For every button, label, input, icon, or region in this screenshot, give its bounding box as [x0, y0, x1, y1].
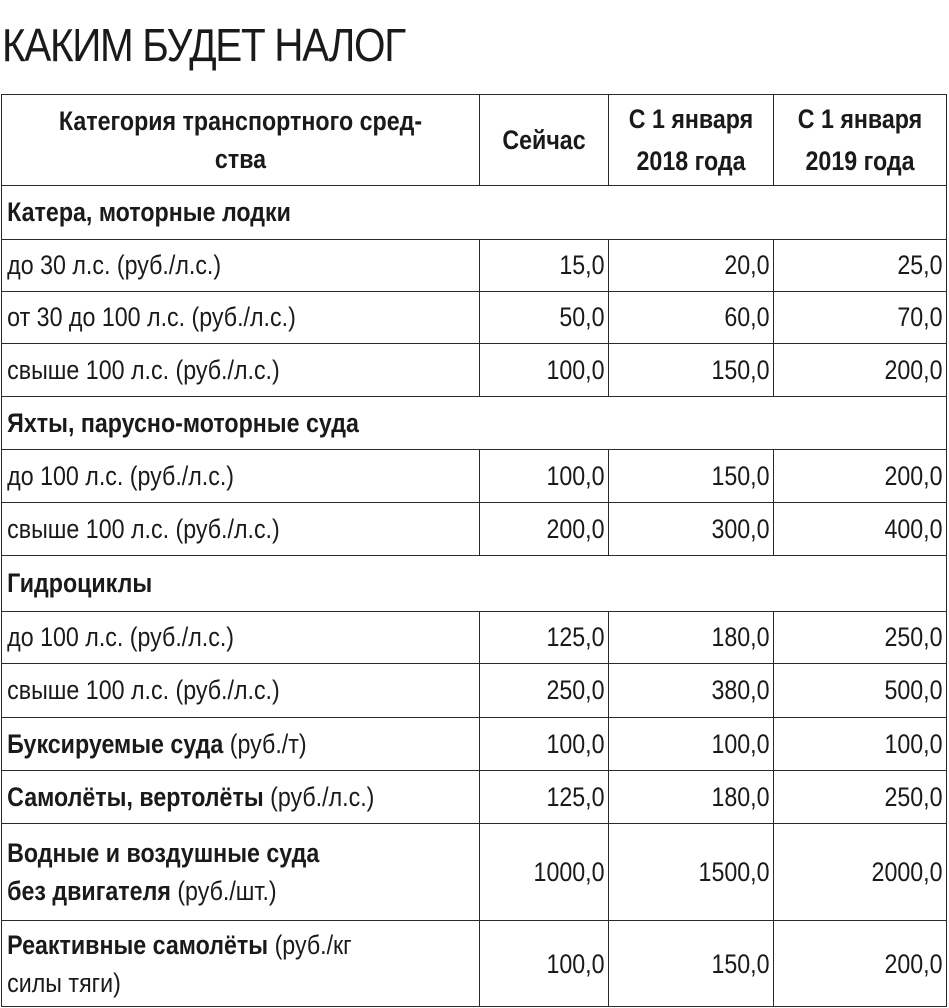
value-2018: 380,0: [609, 664, 774, 718]
table-row: [2, 292, 947, 344]
header-now-label: Сейчас: [502, 125, 586, 155]
row-label: свыше 100 л.с. (руб./л.с.): [2, 344, 480, 397]
group-label: [2, 397, 947, 450]
row-label: до 100 л.с. (руб./л.с.): [2, 612, 480, 664]
table-row: [2, 503, 947, 556]
value-2018: 100,0: [609, 718, 774, 771]
table-row: [2, 240, 947, 292]
row-label-unit: (руб./шт.): [170, 876, 277, 906]
row-label-bold: Самолёты, вертолёты: [7, 781, 264, 812]
value-2018: 150,0: [609, 450, 774, 503]
value-2019: 70,0: [774, 292, 947, 344]
row-label: [2, 771, 480, 824]
value-now: 1000,0: [480, 824, 609, 921]
value-2018: 150,0: [609, 921, 774, 1007]
value-now: 125,0: [480, 612, 609, 664]
row-label: свыше 100 л.с. (руб./л.с.): [2, 664, 480, 718]
value-2019: 100,0: [774, 718, 947, 771]
row-label: [2, 824, 480, 921]
table-row: [2, 612, 947, 664]
group-row-yachts: [2, 397, 947, 450]
value-2019: 25,0: [774, 240, 947, 292]
table-row: [2, 344, 947, 397]
value-now: 125,0: [480, 771, 609, 824]
row-label: до 100 л.с. (руб./л.с.): [2, 450, 480, 503]
group-yachts-text: Яхты, парусно-моторные суда: [7, 407, 359, 438]
group-jetskis-text: Гидроциклы: [7, 568, 153, 598]
value-2019: 250,0: [774, 771, 947, 824]
value-2019: 500,0: [774, 664, 947, 718]
header-now: [480, 95, 609, 186]
table-row: [2, 771, 947, 824]
page-title: КАКИМ БУДЕТ НАЛОГ: [2, 19, 405, 71]
table-row: [2, 718, 947, 771]
value-2019: 250,0: [774, 612, 947, 664]
value-2018: 60,0: [609, 292, 774, 344]
row-label: [2, 718, 480, 771]
value-now: 100,0: [480, 718, 609, 771]
header-category-line2: ства: [214, 144, 267, 174]
value-now: 100,0: [480, 344, 609, 397]
row-label-unit: (руб./т): [223, 728, 307, 759]
value-2019: 400,0: [774, 503, 947, 556]
header-2019-line2: 2019 года: [805, 146, 915, 176]
value-now: 100,0: [480, 450, 609, 503]
value-2018: 1500,0: [609, 824, 774, 921]
value-2018: 180,0: [609, 612, 774, 664]
header-category-line1: Категория транспортного сред-: [58, 106, 423, 136]
group-boats-text: Катера, моторные лодки: [7, 197, 291, 227]
row-label-bold: Буксируемые суда: [7, 728, 224, 759]
row-label-unit: (руб./кг: [268, 929, 352, 960]
header-2018-line1: С 1 января: [628, 104, 754, 134]
header-2018-line2: 2018 года: [636, 146, 746, 176]
value-2018: 150,0: [609, 344, 774, 397]
tax-table: [1, 94, 947, 1007]
group-label: [2, 186, 947, 240]
table-row: [2, 824, 947, 921]
group-label: [2, 556, 947, 612]
table-row: [2, 921, 947, 1007]
header-2018: [609, 95, 774, 186]
row-label: свыше 100 л.с. (руб./л.с.): [2, 503, 480, 556]
row-label: [2, 921, 480, 1007]
group-row-jetskis: [2, 556, 947, 612]
value-now: 50,0: [480, 292, 609, 344]
row-label: до 30 л.с. (руб./л.с.): [2, 240, 480, 292]
row-label-unit: (руб./л.с.): [263, 781, 375, 812]
row-label: от 30 до 100 л.с. (руб./л.с.): [2, 292, 480, 344]
value-now: 15,0: [480, 240, 609, 292]
value-2018: 20,0: [609, 240, 774, 292]
row-label-bold: без двигателя: [7, 876, 171, 906]
header-2019-line1: С 1 января: [797, 104, 923, 134]
value-now: 100,0: [480, 921, 609, 1007]
value-2019: 2000,0: [774, 824, 947, 921]
header-row: [2, 95, 947, 186]
value-2019: 200,0: [774, 450, 947, 503]
row-label-bold: Водные и воздушные суда: [7, 838, 320, 868]
value-2019: 200,0: [774, 921, 947, 1007]
value-2018: 300,0: [609, 503, 774, 556]
value-2019: 200,0: [774, 344, 947, 397]
value-now: 250,0: [480, 664, 609, 718]
group-row-boats: [2, 186, 947, 240]
table-row: [2, 450, 947, 503]
value-now: 200,0: [480, 503, 609, 556]
header-category: [2, 95, 480, 186]
value-2018: 180,0: [609, 771, 774, 824]
header-2019: [774, 95, 947, 186]
row-label-unit: силы тяги): [7, 967, 121, 998]
row-label-bold: Реактивные самолёты: [7, 929, 269, 960]
table-row: [2, 664, 947, 718]
